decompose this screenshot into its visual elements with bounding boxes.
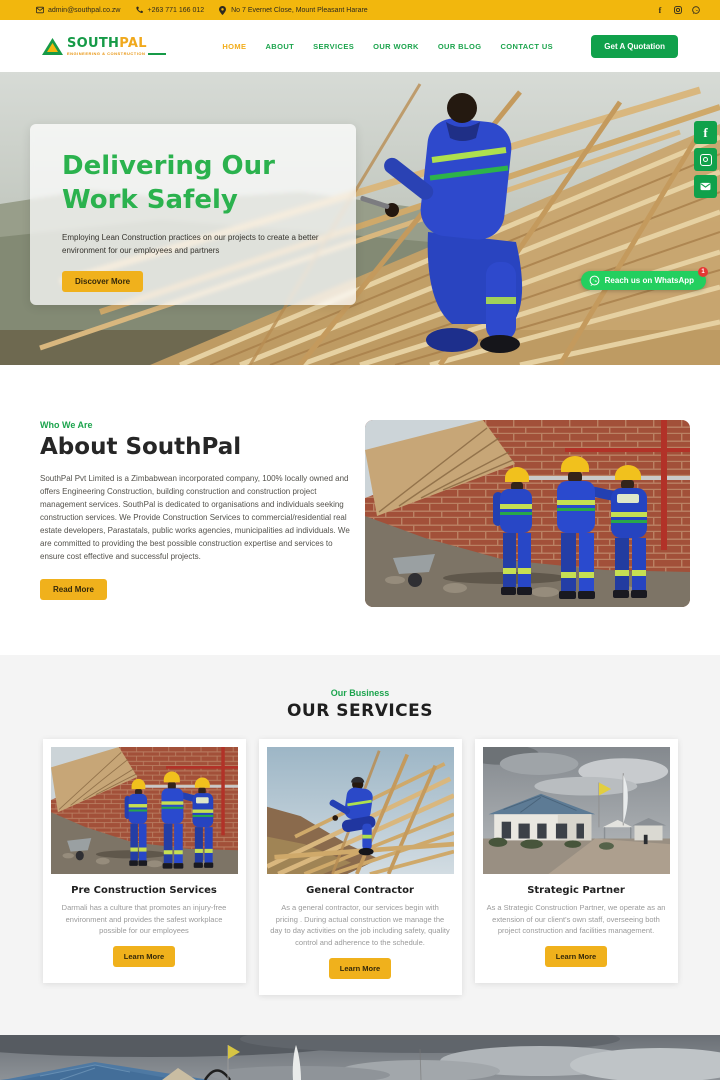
nav-item-our-work[interactable]: OUR WORK	[373, 41, 419, 51]
service-cards	[0, 739, 720, 995]
service-card-title: General Contractor	[306, 885, 414, 896]
logo-title: SOUTHPAL	[67, 35, 147, 51]
learn-more-button[interactable]: Learn More	[113, 946, 175, 967]
logo-tagline: ENGINEERING & CONSTRUCTION	[67, 52, 166, 56]
service-card-body: Darmali has a culture that promotes an injury-free environment and provides the safest workplace possible for our employees	[61, 903, 227, 936]
email-icon	[36, 6, 44, 14]
nav-item-home[interactable]: HOME	[222, 41, 247, 51]
whatsapp-badge: 1	[698, 267, 708, 277]
whatsapp-label: Reach us on WhatsApp	[604, 276, 694, 285]
get-quotation-button[interactable]: Get A Quotation	[591, 35, 678, 58]
topbar-phone	[135, 6, 204, 14]
service-card-image	[483, 747, 670, 874]
topbar-email	[36, 6, 120, 14]
instagram-icon[interactable]	[674, 6, 682, 14]
about-kicker: Who We Are	[40, 420, 93, 430]
hero-title: Delivering Our Work Safely	[62, 151, 275, 216]
service-card-title: Pre Construction Services	[71, 885, 217, 896]
nav-item-about[interactable]: ABOUT	[265, 41, 295, 51]
topbar-email-text: admin@southpal.co.zw	[48, 6, 121, 14]
service-card-general-contractor	[259, 739, 462, 995]
top-bar	[0, 0, 720, 20]
topbar-address-text: No 7 Evernet Close, Mount Pleasant Harare	[231, 6, 368, 14]
services-section	[0, 655, 720, 1035]
service-card-body: As a Strategic Construction Partner, we operate as an extension of our client's own staff, overseeing both project construction and facilities management.	[486, 903, 666, 936]
hero-panel	[30, 124, 356, 305]
read-more-button[interactable]: Read More	[40, 579, 107, 600]
service-card-body: As a general contractor, our services begin with pricing . During actual construction we manage the day to day activities on the job including safety, quality control and adherence to the schedule.	[270, 903, 450, 947]
logo[interactable]	[42, 37, 166, 56]
about-body: SouthPal Pvt Limited is a Zimbabwean incorporated company, 100% locally owned and offers Engineering Construction, building construction and construction project management services. SouthPal is dedicated to organisations and individuals seeking construction services. We Provide Construction Services to commercial/residential real estate developers, Parastatals, public works agencies, municipalities ad individuals. We are committed to providing the best possible construction expertise and services to ensure cost effective and successful projects.	[40, 474, 350, 561]
facebook-icon[interactable]: f	[658, 5, 662, 15]
nav-item-our-blog[interactable]: OUR BLOG	[437, 41, 482, 51]
topbar-phone-text: +263 771 166 012	[147, 6, 205, 14]
phone-icon	[135, 6, 143, 14]
nav-item-services[interactable]: SERVICES	[313, 41, 355, 51]
service-card-strategic-partner	[475, 739, 678, 983]
facebook-icon[interactable]: f	[694, 121, 717, 144]
instagram-icon[interactable]	[694, 148, 717, 171]
service-card-image	[267, 747, 454, 874]
hero-section	[0, 72, 720, 365]
main-nav	[0, 20, 720, 72]
topbar-address	[219, 6, 368, 14]
nav-menu	[222, 42, 553, 51]
next-section-photo	[0, 1035, 720, 1080]
about-photo	[365, 420, 690, 607]
whatsapp-icon	[589, 275, 600, 286]
about-section	[0, 365, 720, 655]
services-title: OUR SERVICES	[286, 701, 434, 721]
email-icon[interactable]	[694, 175, 717, 198]
services-kicker: Our Business	[330, 688, 390, 698]
nav-item-contact-us[interactable]: CONTACT US	[500, 41, 554, 51]
whatsapp-icon[interactable]	[692, 6, 700, 14]
discover-more-button[interactable]: Discover More	[62, 271, 143, 292]
about-title: About SouthPal	[40, 434, 242, 460]
service-card-pre-construction	[43, 739, 246, 983]
hero-subtitle: Employing Lean Construction practices on our projects to create a better environment for our employees and partners	[62, 232, 319, 255]
service-card-image	[51, 747, 238, 874]
location-icon	[219, 6, 227, 14]
learn-more-button[interactable]: Learn More	[545, 946, 607, 967]
learn-more-button[interactable]: Learn More	[329, 958, 391, 979]
whatsapp-chat-button[interactable]	[581, 271, 706, 290]
service-card-title: Strategic Partner	[527, 885, 625, 896]
logo-triangle-icon	[42, 38, 63, 55]
social-rail	[694, 121, 717, 198]
